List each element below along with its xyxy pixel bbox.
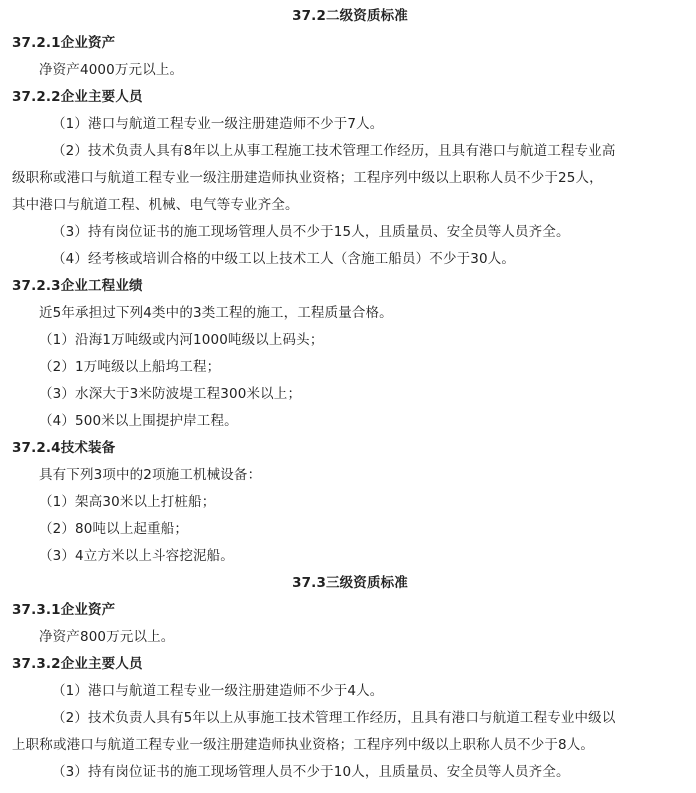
list-item-continuation: 其中港口与航道工程、机械、电气等专业齐全。 [12, 197, 299, 213]
list-item: （2）技术负责人具有8年以上从事工程施工技术管理工作经历，且具有港口与航道工程专业高 [52, 143, 616, 159]
list-item: （3）水深大于3米防波堤工程300米以上； [39, 386, 302, 402]
list-item-continuation: 级职称或港口与航道工程专业一级注册建造师执业资格；工程序列中级以上职称人员不少于25人， [12, 170, 603, 186]
section-title-37-3: 37.3三级资质标准 [292, 575, 408, 591]
paragraph-net-assets: 净资产800万元以上。 [39, 629, 175, 645]
list-item: （2）1万吨级以上船坞工程； [39, 359, 221, 375]
heading-37-2-2: 37.2.2企业主要人员 [12, 89, 143, 105]
list-item: （2）80吨以上起重船； [39, 521, 189, 537]
heading-37-2-3: 37.2.3企业工程业绩 [12, 278, 143, 294]
list-item: （4）500米以上围提护岸工程。 [39, 413, 238, 429]
list-item: （4）经考核或培训合格的中级工以上技术工人（含施工船员）不少于30人。 [52, 251, 516, 267]
paragraph-net-assets: 净资产4000万元以上。 [39, 62, 184, 78]
heading-37-2-4: 37.2.4技术装备 [12, 440, 116, 456]
heading-37-3-1: 37.3.1企业资产 [12, 602, 116, 618]
list-item-continuation: 上职称或港口与航道工程专业一级注册建造师执业资格；工程序列中级以上职称人员不少于8人。 [12, 737, 595, 753]
list-item: （1）沿海1万吨级或内河1000吨级以上码头； [39, 332, 324, 348]
paragraph-equipment-intro: 具有下列3项中的2项施工机械设备： [39, 467, 262, 483]
list-item: （2）技术负责人具有5年以上从事施工技术管理工作经历，且具有港口与航道工程专业中级以 [52, 710, 616, 726]
paragraph-performance-intro: 近5年承担过下列4类中的3类工程的施工，工程质量合格。 [39, 305, 393, 321]
list-item: （1）港口与航道工程专业一级注册建造师不少于4人。 [52, 683, 384, 699]
heading-37-3-2: 37.3.2企业主要人员 [12, 656, 143, 672]
list-item: （1）港口与航道工程专业一级注册建造师不少于7人。 [52, 116, 384, 132]
section-title-37-2: 37.2二级资质标准 [292, 8, 408, 24]
list-item: （3）持有岗位证书的施工现场管理人员不少于15人，且质量员、安全员等人员齐全。 [52, 224, 570, 240]
list-item: （3）4立方米以上斗容挖泥船。 [39, 548, 234, 564]
heading-37-2-1: 37.2.1企业资产 [12, 35, 116, 51]
list-item: （3）持有岗位证书的施工现场管理人员不少于10人，且质量员、安全员等人员齐全。 [52, 764, 570, 780]
list-item: （1）架高30米以上打桩船； [39, 494, 216, 510]
